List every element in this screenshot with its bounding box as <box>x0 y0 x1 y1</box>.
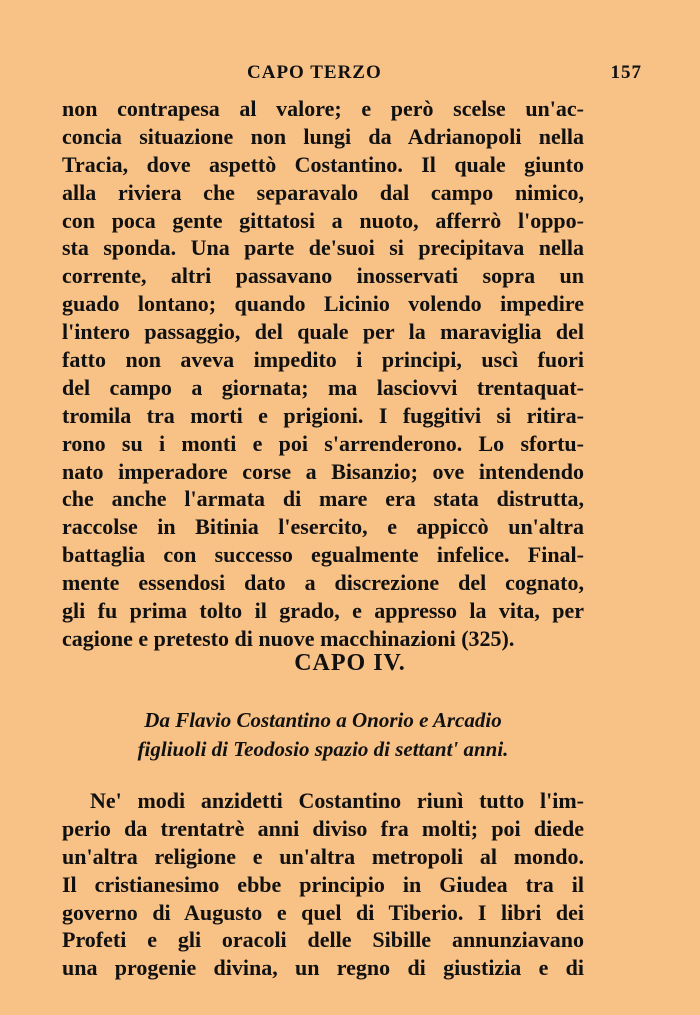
text-line: fatto non aveva impedito i principi, uscì fuori <box>62 347 584 373</box>
text-line: governo di Augusto e quel di Tiberio. I libri dei <box>62 899 584 925</box>
text-line: battaglia con successo egualmente infelice. Final- <box>62 542 584 568</box>
text-line: concia situazione non lungi da Adrianopoli nella <box>62 123 584 149</box>
text-line: un'altra religione e un'altra metropoli al mondo. <box>62 843 584 869</box>
text-line: alla riviera che separavalo dal campo nimico, <box>62 179 584 205</box>
text-line: nato imperadore corse a Bisanzio; ove intendendo <box>62 458 584 484</box>
text-line: rono su i monti e poi s'arrenderono. Lo sfortu- <box>62 430 584 456</box>
text-line: Tracia, dove aspettò Costantino. Il quale giunto <box>62 151 584 177</box>
text-line: non contrapesa al valore; e però scelse un'ac- <box>62 96 584 121</box>
text-line: gli fu prima tolto il grado, e appresso la vita, per <box>62 598 584 624</box>
text-line: Ne' modi anzidetti Costantino riunì tutto l'im- <box>90 788 584 813</box>
text-line: perio da trentatrè anni diviso fra molti; poi diede <box>62 815 584 841</box>
text-line: con poca gente gittatosi a nuoto, afferrò l'oppo- <box>62 207 584 233</box>
text-line: una progenie divina, un regno di giustizia e di <box>62 955 584 981</box>
text-line: guado lontano; quando Licinio volendo impedire <box>62 291 584 317</box>
text-line: Il cristianesimo ebbe principio in Giudea tra il <box>62 871 584 897</box>
chapter-heading: CAPO IV. <box>294 650 406 676</box>
text-line: raccolse in Bitinia l'esercito, e appiccò un'altra <box>62 514 584 540</box>
running-title: CAPO TERZO <box>247 62 382 83</box>
text-line: del campo a giornata; ma lasciovvi trentaquat- <box>62 374 584 400</box>
running-head <box>62 62 642 88</box>
chapter-opening-paragraph <box>62 787 584 982</box>
chapter-summary-line: figliuoli di Teodosio spazio di settant' anni. <box>137 737 509 761</box>
text-line: tromila tra morti e prigioni. I fuggitivi si ritira- <box>62 402 584 428</box>
chapter-summary <box>62 706 584 764</box>
text-line: l'intero passaggio, del quale per la maraviglia del <box>62 319 584 345</box>
page-number: 157 <box>610 62 642 83</box>
text-line: corrente, altri passavano inosservati sopra un <box>62 263 584 289</box>
paragraph-continuation <box>62 95 584 653</box>
chapter-summary-line: Da Flavio Costantino a Onorio e Arcadio <box>144 708 502 732</box>
text-line: cagione e pretesto di nuove macchinazioni (325). <box>62 625 515 651</box>
text-line: che anche l'armata di mare era stata distrutta, <box>62 486 584 512</box>
text-line: mente essendosi dato a discrezione del cognato, <box>62 570 584 596</box>
text-line: Profeti e gli oracoli delle Sibille annunziavano <box>62 927 584 953</box>
text-line: sta sponda. Una parte de'suoi si precipitava nella <box>62 235 584 261</box>
